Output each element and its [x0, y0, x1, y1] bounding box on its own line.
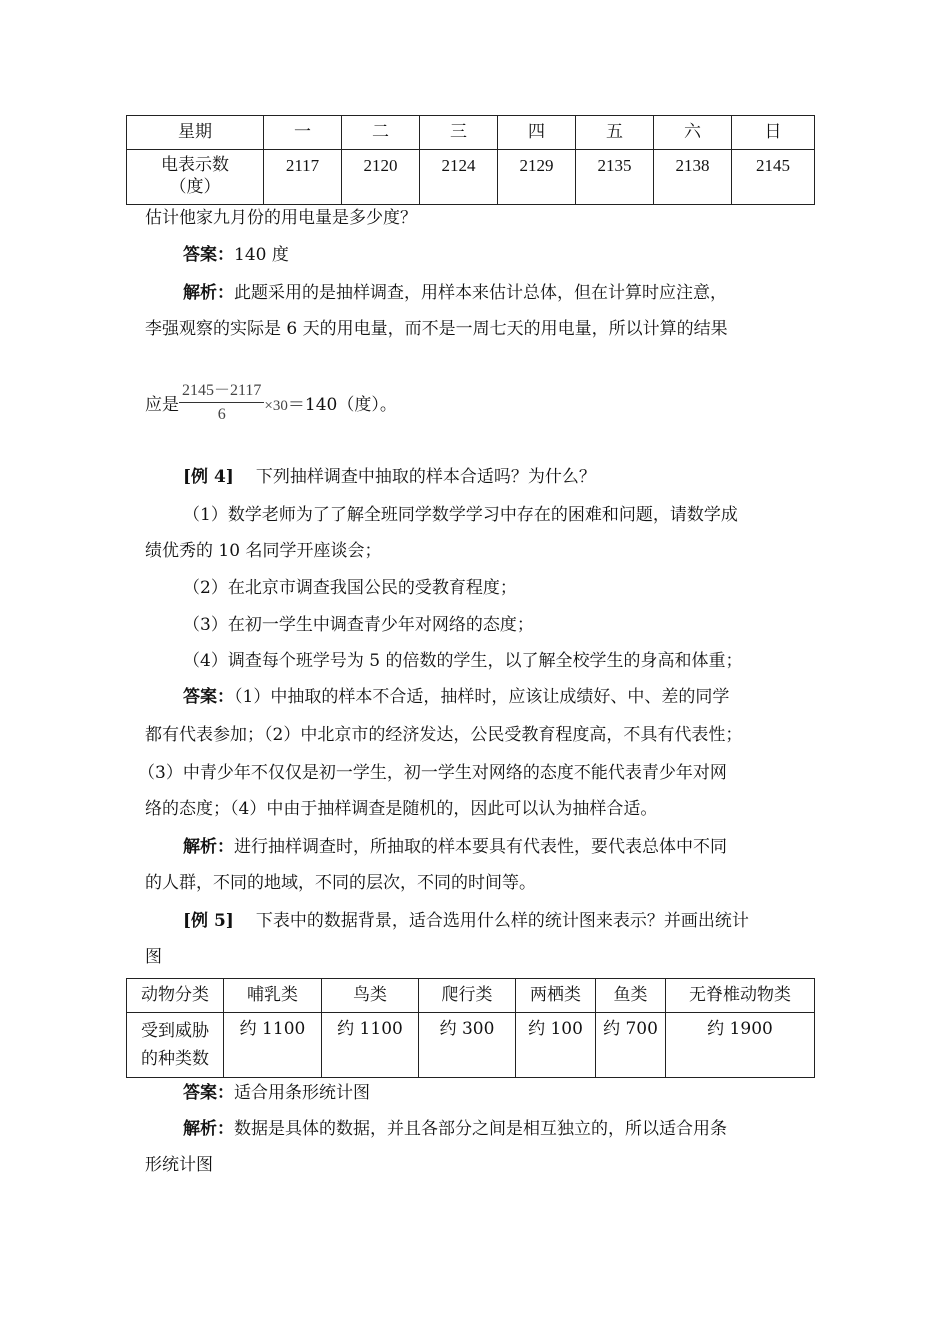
answer-line: 络的态度；（4）中由于抽样调查是随机的，因此可以认为抽样合适。: [145, 799, 658, 819]
header-cell: 鸟类: [322, 979, 419, 1013]
table-row: [127, 1013, 815, 1078]
row-label-cell: [127, 150, 264, 205]
header-cell: 六: [654, 116, 732, 150]
list-item: （3）在初一学生中调查青少年对网络的态度；: [183, 615, 534, 635]
value-cell: 2120: [342, 150, 420, 205]
meter-reading-table: [126, 115, 815, 205]
analysis-line: 形统计图: [145, 1155, 213, 1175]
value-cell: 约 1900: [666, 1013, 815, 1078]
analysis-line: [183, 1116, 727, 1142]
example-label: [例 5]: [183, 911, 234, 931]
list-item: （4）调查每个班学号为 5 的倍数的学生，以了解全校学生的身高和体重；: [183, 651, 743, 671]
value-cell: 2138: [654, 150, 732, 205]
value-cell: 2145: [732, 150, 815, 205]
analysis-label: 解析：: [183, 283, 234, 303]
example-question-continuation: 图: [145, 947, 162, 967]
value-cell: 约 100: [516, 1013, 596, 1078]
value-cell: 约 1100: [322, 1013, 419, 1078]
table-header-row: [127, 979, 815, 1013]
answer-label: 答案：: [183, 1083, 234, 1103]
example-5-title: [183, 908, 749, 934]
analysis-text: 此题采用的是抽样调查，用样本来估计总体，但在计算时应注意，: [234, 283, 727, 303]
answer-line: [183, 684, 729, 710]
header-cell: 四: [498, 116, 576, 150]
header-cell: 日: [732, 116, 815, 150]
analysis-label: 解析：: [183, 837, 234, 857]
answer-line: 都有代表参加；（2）中北京市的经济发达，公民受教育程度高，不具有代表性；: [145, 725, 743, 745]
formula-line: [145, 380, 397, 431]
formula-prefix: 应是: [145, 395, 179, 415]
value-cell: 约 1100: [224, 1013, 322, 1078]
header-cell: 三: [420, 116, 498, 150]
formula-result: ＝140（度）。: [287, 395, 397, 415]
list-item-continuation: 绩优秀的 10 名同学开座谈会；: [145, 541, 382, 561]
formula-fraction: [179, 380, 264, 427]
analysis-text: 数据是具体的数据，并且各部分之间是相互独立的，所以适合用条: [234, 1119, 727, 1139]
row-label-line: 电表示数: [161, 155, 229, 175]
analysis-line: [183, 834, 727, 860]
header-cell: 鱼类: [596, 979, 666, 1013]
fraction-numerator: 2145－2117: [179, 380, 264, 403]
example-4-title: [183, 464, 596, 490]
example-question: 下表中的数据背景，适合选用什么样的统计图来表示？并画出统计: [255, 911, 749, 931]
answer-line: （3）中青少年不仅仅是初一学生，初一学生对网络的态度不能代表青少年对网: [138, 763, 727, 783]
analysis-line: 的人群，不同的地域，不同的层次，不同的时间等。: [145, 873, 536, 893]
analysis-line: 李强观察的实际是 6 天的用电量，而不是一周七天的用电量，所以计算的结果: [145, 319, 728, 339]
header-cell: 动物分类: [127, 979, 224, 1013]
value-cell: 2129: [498, 150, 576, 205]
value-cell: 2117: [264, 150, 342, 205]
table-row: [127, 150, 815, 205]
list-item: （2）在北京市调查我国公民的受教育程度；: [183, 578, 517, 598]
header-cell: 五: [576, 116, 654, 150]
value-cell: 2135: [576, 150, 654, 205]
fraction-denominator: 6: [217, 406, 226, 423]
answer-label: 答案：: [183, 687, 234, 707]
answer-label: 答案：: [183, 245, 234, 265]
formula-times: ×30: [264, 398, 288, 414]
example-question: 下列抽样调查中抽取的样本合适吗？为什么？: [255, 467, 596, 487]
header-cell: 一: [264, 116, 342, 150]
list-item: （1）数学老师为了了解全班同学数学学习中存在的困难和问题，请数学成: [183, 505, 738, 525]
row-label-line: 受到威胁: [141, 1021, 209, 1041]
question-tail: 估计他家九月份的用电量是多少度？: [145, 208, 417, 228]
example-label: [例 4]: [183, 467, 234, 487]
header-cell: 二: [342, 116, 420, 150]
row-label-line: 的种类数: [141, 1049, 209, 1069]
header-cell: 两栖类: [516, 979, 596, 1013]
value-cell: 约 700: [596, 1013, 666, 1078]
header-cell: 爬行类: [419, 979, 516, 1013]
header-cell: 哺乳类: [224, 979, 322, 1013]
analysis-label: 解析：: [183, 1119, 234, 1139]
row-label-cell: [127, 1013, 224, 1078]
species-table: [126, 978, 815, 1078]
answer-line: [183, 242, 289, 268]
value-cell: 2124: [420, 150, 498, 205]
analysis-line: [183, 280, 727, 306]
answer-text: （1）中抽取的样本不合适，抽样时，应该让成绩好、中、差的同学: [234, 687, 730, 707]
table-header-row: [127, 116, 815, 150]
header-cell: 星期: [127, 116, 264, 150]
answer-text: 140 度: [234, 245, 289, 265]
row-label-line: （度）: [169, 177, 221, 197]
answer-line: [183, 1080, 370, 1106]
value-cell: 约 300: [419, 1013, 516, 1078]
analysis-text: 进行抽样调查时，所抽取的样本要具有代表性，要代表总体中不同: [234, 837, 727, 857]
answer-text: 适合用条形统计图: [234, 1083, 370, 1103]
header-cell: 无脊椎动物类: [666, 979, 815, 1013]
